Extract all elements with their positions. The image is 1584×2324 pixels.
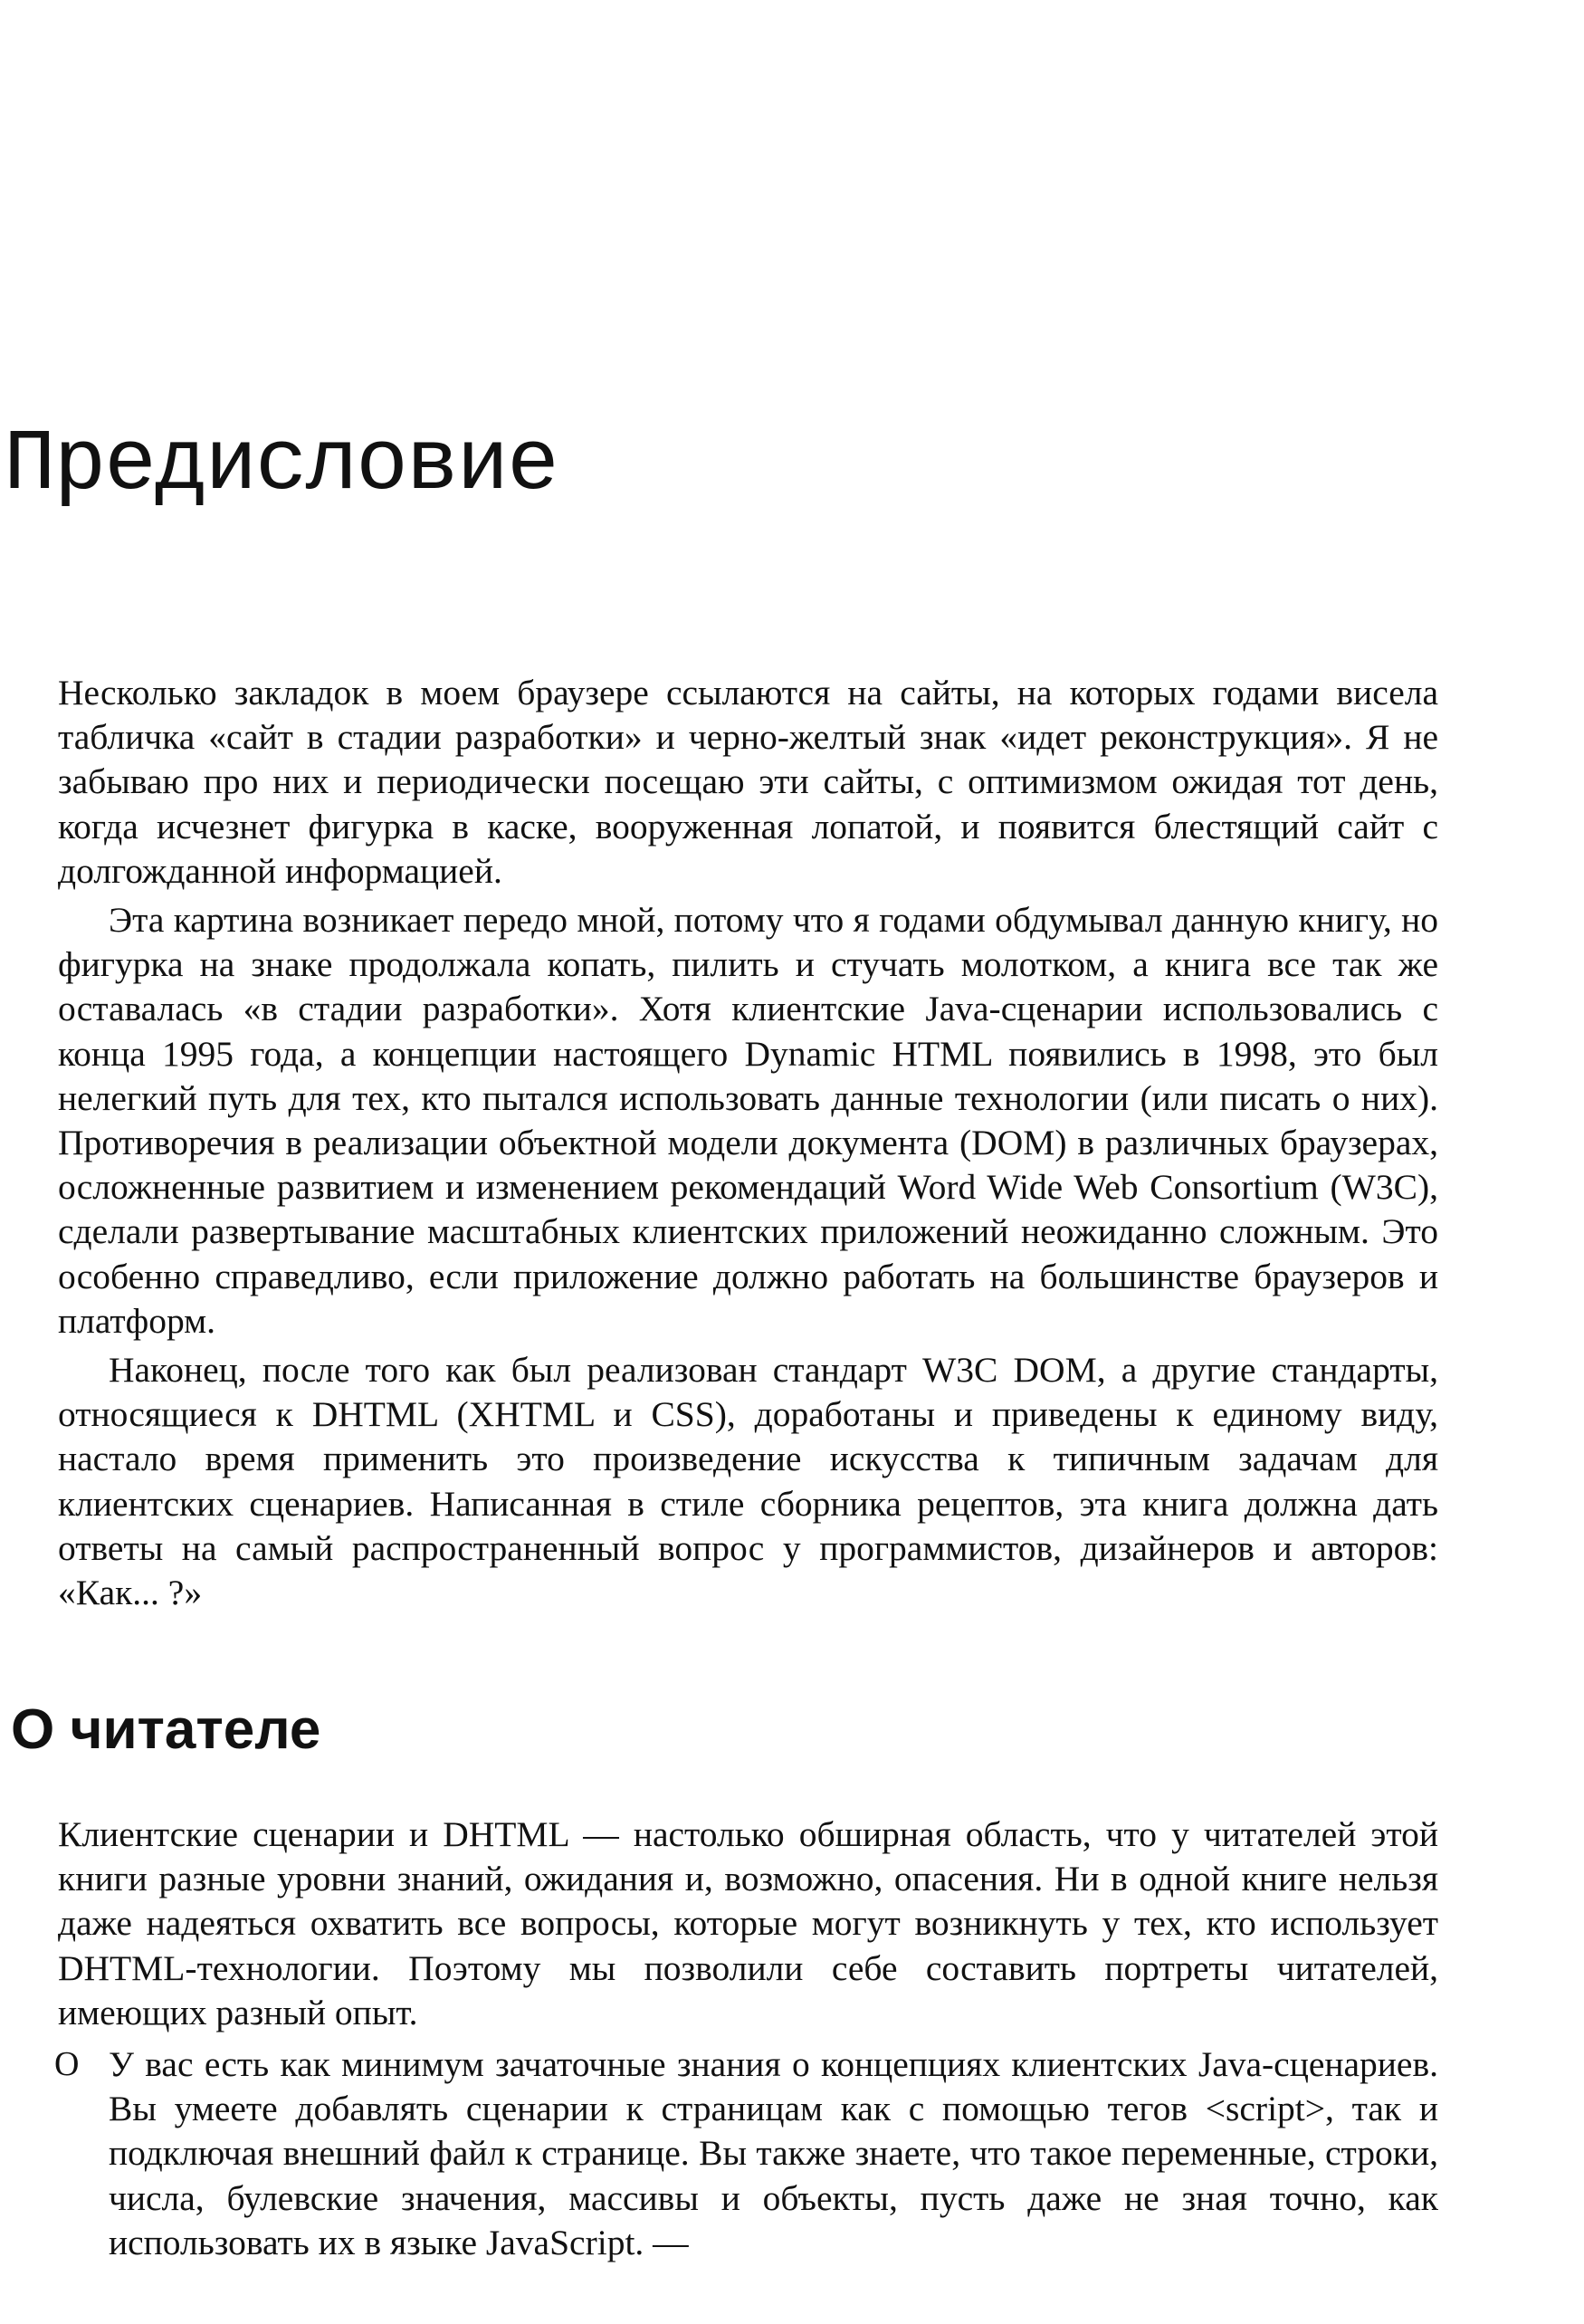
preface-body bbox=[58, 671, 1438, 1620]
paragraph: Несколько закладок в моем браузере ссылаются на сайты, на которых годами висела табличка «сайт в стадии разработки» и черно-желтый знак «идет реконструкция». Я не забываю про них и периодически посещаю эти сайты, с оптимизмом ожидая тот день, когда исчезнет фигурка в каске, вооруженная лопатой, и появится блестящий сайт с долгожданной информацией. bbox=[58, 673, 1438, 891]
section-heading-reader: О читателе bbox=[11, 1698, 321, 1761]
paragraph: Эта картина возникает передо мной, потому что я годами обдумывал данную книгу, но фигурка на знаке продолжала копать, пилить и стучать молотком, а книга все так же оставалась «в стадии разработки». Хотя клиентские Java-сценарии использовались с конца 1995 года, а концепции настоящего Dynamic HTML появились в 1998, это был нелегкий путь для тех, кто пытался использовать данные технологии (или писать о них). Противоречия в реализации объектной модели документа (DOM) в различных браузерах, осложненные развитием и изменением рекомендаций Word Wide Web Consortium (W3C), сделали развертывание масштабных клиентских приложений неожиданно сложным. Это особенно справедливо, если приложение должно работать на большинстве браузеров и платформ. bbox=[58, 900, 1438, 1341]
reader-profile-list bbox=[54, 2042, 1438, 2265]
list-item-text: У вас есть как минимум зачаточные знания о концепциях клиентских Java-сценариев. Вы умеете добавлять сценарии к страницам как с помощью тегов <script>, так и подключая внешний файл к странице. Вы также знаете, что такое переменные, строки, числа, булевские значения, массивы и объекты, пусть даже не зная точно, как использовать их в языке JavaScript. — bbox=[109, 2044, 1438, 2262]
paragraph: Клиентские сценарии и DHTML — настолько обширная область, что у читателей этой книги разные уровни знаний, ожидания и, возможно, опасения. Ни в одной книге нельзя даже надеяться охватить все вопросы, которые могут возникнуть у тех, кто использует DHTML-технологии. Поэтому мы позволили себе составить портреты читателей, имеющих разный опыт. bbox=[58, 1814, 1438, 2032]
list-item bbox=[54, 2042, 1438, 2265]
bullet-marker-icon: O bbox=[54, 2045, 80, 2084]
reader-section-body bbox=[54, 1812, 1438, 2265]
paragraph: Наконец, после того как был реализован стандарт W3C DOM, а другие стандарты, относящиеся к DHTML (XHTML и CSS), доработаны и приведены к единому виду, настало время применить это произведение искусства к типичным задачам для клиентских сценариев. Написанная в стиле сборника рецептов, эта книга должна дать ответы на самый распространенный вопрос у программистов, дизайнеров и авторов: «Как... ?» bbox=[58, 1350, 1438, 1613]
chapter-title: Предисловие bbox=[4, 416, 558, 514]
